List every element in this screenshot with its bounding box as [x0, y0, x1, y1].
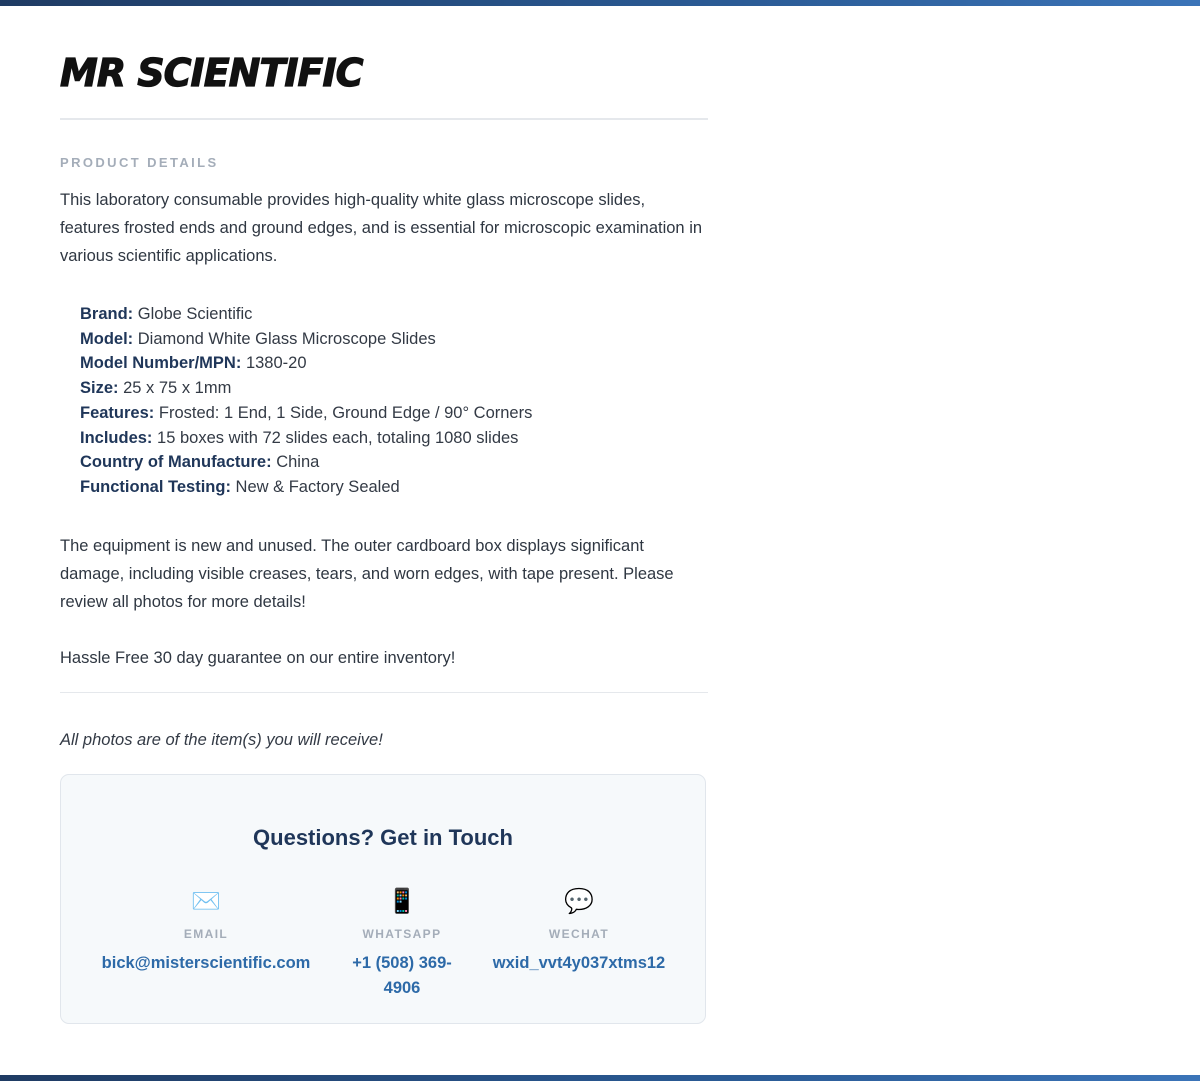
spec-item	[80, 351, 708, 376]
condition-description: The equipment is new and unused. The outer cardboard box displays significant damage, including visible creases, tears, and worn edges, with tape present. Please review all photos for more details!	[60, 536, 674, 611]
wechat-link[interactable]: wxid_vvt4y037xtms12	[492, 953, 666, 972]
contact-whatsapp-label: WHATSAPP	[362, 926, 442, 941]
envelope-icon: ✉️	[191, 887, 221, 915]
brand-logo	[60, 52, 708, 96]
contact-card	[60, 774, 706, 1024]
guarantee-text: Hassle Free 30 day guarantee on our entire inventory!	[60, 648, 456, 667]
product-details-heading: PRODUCT DETAILS	[60, 155, 219, 170]
spec-value: 25 x 75 x 1mm	[123, 379, 232, 398]
whatsapp-link[interactable]: +1 (508) 369-4906	[352, 953, 452, 997]
spec-value: Diamond White Glass Microscope Slides	[137, 329, 436, 348]
spec-value: Globe Scientific	[137, 305, 253, 323]
contact-title: Questions? Get in Touch	[253, 824, 513, 850]
bottom-accent-bar	[0, 1075, 1200, 1081]
contact-whatsapp	[347, 887, 457, 1001]
spec-item	[80, 426, 708, 451]
contact-email	[91, 887, 321, 976]
spec-item	[80, 450, 708, 475]
contact-wechat-label: WECHAT	[548, 926, 610, 941]
listing-container	[60, 0, 708, 1024]
spec-key: Model:	[80, 329, 134, 348]
spec-item	[80, 376, 708, 401]
spec-key: Model Number/MPN:	[80, 354, 242, 373]
contact-wechat	[479, 887, 679, 976]
brand-logo-wordmark	[60, 52, 370, 96]
spec-item	[80, 302, 708, 327]
contact-email-label: EMAIL	[183, 926, 229, 941]
spec-item	[80, 475, 708, 500]
mobile-phone-icon: 📱	[387, 887, 417, 915]
section-divider	[60, 692, 708, 693]
spec-value: China	[276, 453, 320, 472]
email-link[interactable]: bick@misterscientific.com	[101, 953, 311, 972]
spec-item	[80, 401, 708, 426]
brand-logo-text: MR SCIENTIFIC	[60, 52, 363, 95]
spec-key: Size:	[80, 379, 119, 398]
chat-bubble-icon: 💬	[564, 887, 594, 915]
spec-value: New & Factory Sealed	[235, 477, 400, 496]
spec-key: Country of Manufacture:	[80, 453, 272, 472]
spec-key: Includes:	[80, 428, 153, 447]
spec-key: Features:	[80, 403, 155, 422]
header-divider	[60, 118, 708, 120]
product-intro: This laboratory consumable provides high-quality white glass microscope slides, features frosted ends and ground edges, and is essential for microscopic examination in various scientific applications.	[60, 191, 703, 265]
spec-value: 1380-20	[245, 354, 307, 373]
spec-key: Brand:	[80, 305, 134, 323]
spec-list	[60, 302, 708, 500]
spec-item	[80, 327, 708, 352]
spec-value: 15 boxes with 72 slides each, totaling 1080 slides	[157, 428, 519, 447]
spec-value: Frosted: 1 End, 1 Side, Ground Edge / 90° Corners	[158, 403, 533, 422]
spec-key: Functional Testing:	[80, 477, 231, 496]
photos-note: All photos are of the item(s) you will receive!	[60, 730, 383, 749]
